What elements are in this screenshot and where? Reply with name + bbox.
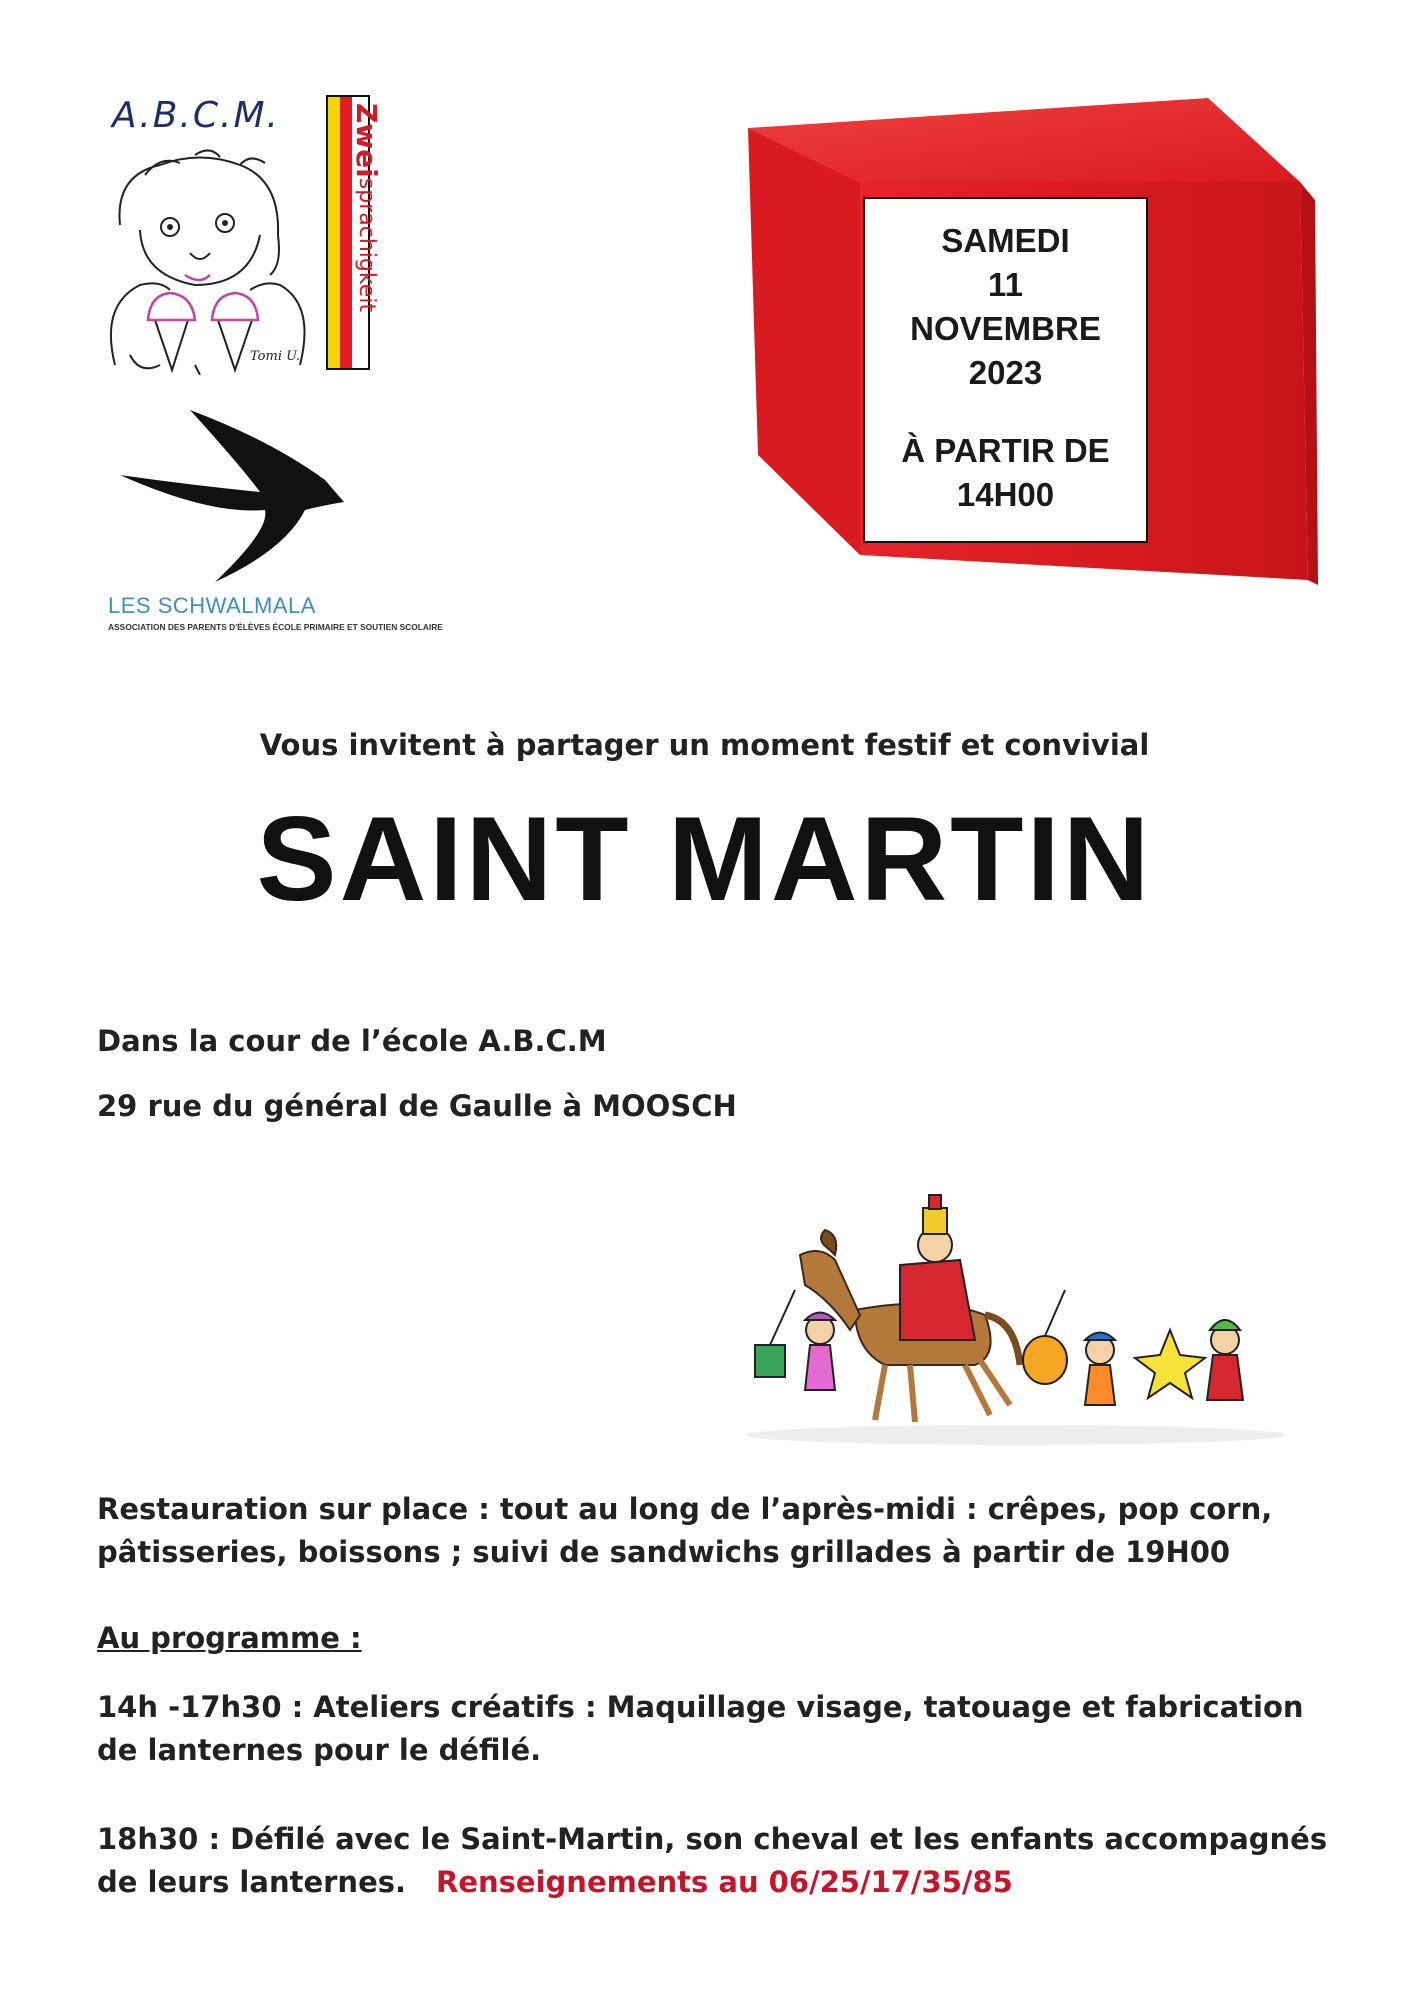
event-date-box (863, 197, 1148, 543)
date-number: 11 (988, 266, 1023, 303)
zweisprachigkeit-banner (326, 95, 383, 370)
start-label: À PARTIR DE (901, 432, 1110, 469)
invitation-line: Vous invitent à partager un moment festif et convivial (259, 728, 1150, 762)
zweisprachigkeit-label: Zweisprachigkeit (350, 103, 383, 313)
food-info (97, 1488, 1347, 1574)
abcm-logo-title: A.B.C.M. (112, 95, 280, 136)
schwalmala-name: LES SCHWALMALA (108, 593, 316, 618)
swallow-icon (120, 410, 345, 585)
programme-heading: Au programme : (97, 1621, 362, 1655)
parade-line-2-text: de leurs lanternes. (97, 1865, 407, 1899)
schwalmala-logo (100, 410, 443, 640)
workshops-line-2: de lanternes pour le défilé. (97, 1733, 542, 1767)
workshops-info (97, 1686, 1347, 1772)
parade-info (97, 1818, 1357, 1904)
food-info-line-2: pâtisseries, boissons ; suivi de sandwichs grillades à partir de 19H00 (97, 1535, 1231, 1569)
date-year: 2023 (968, 354, 1043, 391)
contact-info: Renseignements au 06/25/17/35/85 (436, 1865, 1013, 1899)
parade-line-2 (97, 1861, 1357, 1904)
food-info-line-1: Restauration sur place : tout au long de l’après-midi : crêpes, pop corn, (97, 1492, 1273, 1526)
schwalmala-subtitle: ASSOCIATION DES PARENTS D'ÉLÈVES ÉCOLE PRIMAIRE ET SOUTIEN SCOLAIRE (108, 622, 443, 632)
workshops-line-1: 14h -17h30 : Ateliers créatifs : Maquillage visage, tatouage et fabrication (97, 1690, 1304, 1724)
address-line: 29 rue du général de Gaulle à MOOSCH (97, 1089, 737, 1123)
saint-martin-parade-illustration (735, 1190, 1295, 1450)
date-month: NOVEMBRE (910, 310, 1101, 347)
start-time: 14H00 (956, 476, 1055, 513)
venue-line: Dans la cour de l’école A.B.C.M (97, 1024, 607, 1058)
date-day: SAMEDI (941, 222, 1070, 259)
svg-text:Tomi U.: Tomi U. (250, 349, 301, 364)
parade-line-1: 18h30 : Défilé avec le Saint-Martin, son cheval et les enfants accompagnés (97, 1822, 1328, 1856)
child-drawing-illustration (100, 135, 325, 375)
abcm-logo (100, 95, 383, 375)
event-title: SAINT MARTIN (256, 792, 1153, 926)
